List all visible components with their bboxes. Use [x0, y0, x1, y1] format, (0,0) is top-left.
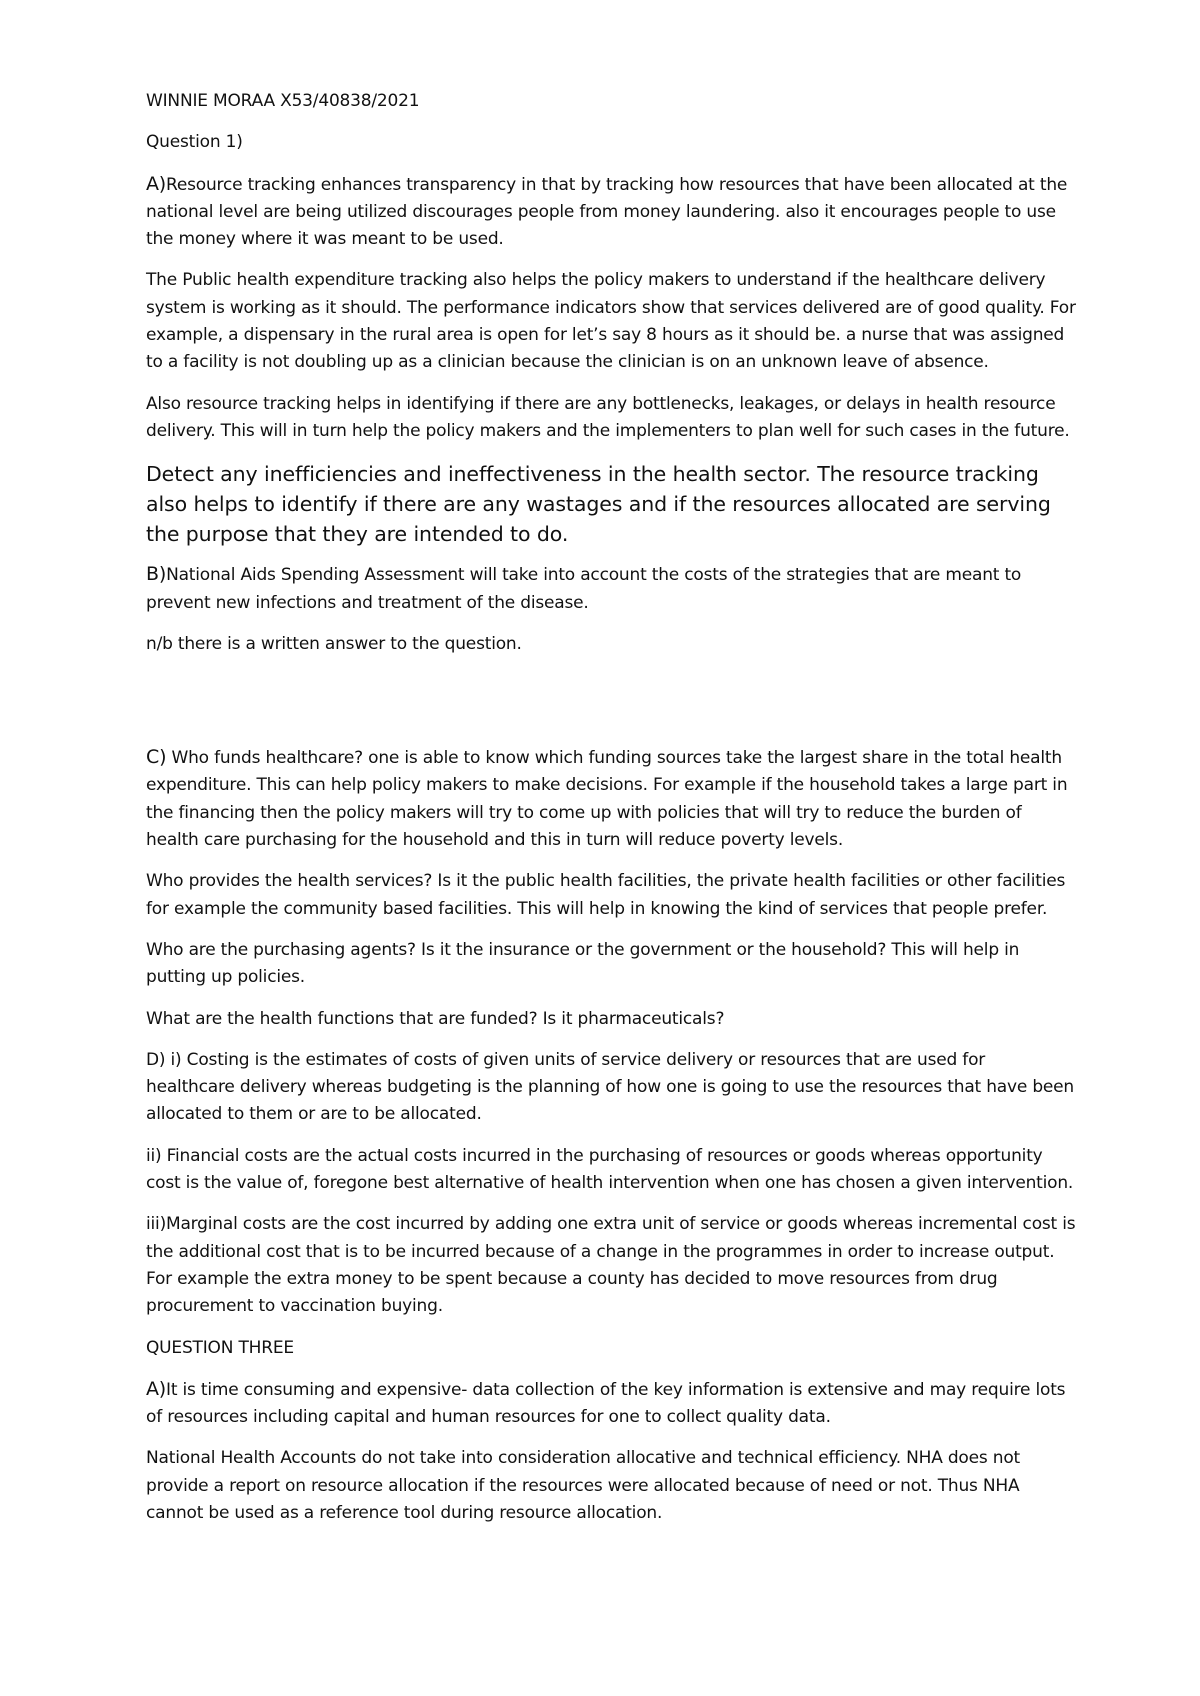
q1-d-i-paragraph: D) i) Costing is the estimates of costs of given units of service delivery or resources that are used for healthcare delivery whereas budgeting is the planning of how one is going to use the resources that have been allocated to them or are to be allocated.	[146, 1049, 1075, 1125]
q1-b-text: National Aids Spending Assessment will take into account the costs of the strategies that are meant to prevent new infections and treatment of the disease.	[146, 565, 1022, 613]
q1-c-paragraph-4: What are the health functions that are funded? Is it pharmaceuticals?	[146, 1008, 725, 1029]
q1-d-ii-paragraph: ii) Financial costs are the actual costs incurred in the purchasing of resources or goods whereas opportunity cost is the value of, foregone best alternative of health intervention when one has chosen a given intervention.	[146, 1145, 1074, 1194]
q3-a-text: It is time consuming and expensive- data collection of the key information is extensive and may require lots of resources including capital and human resources for one to collect quality data.	[146, 1379, 1066, 1428]
author-header: WINNIE MORAA X53/40838/2021	[146, 91, 420, 111]
q3-a-paragraph-2: National Health Accounts do not take into consideration allocative and technical efficiency. NHA does not provide a report on resource allocation if the resources were allocated because of need or not. Thus NHA cannot be used as a reference tool during resource allocation.	[146, 1448, 1020, 1523]
q1-a-text: Resource tracking enhances transparency in that by tracking how resources that have been allocated at the national level are being utilized discourages people from money laundering. also it encourages people to use the money where it was meant to be used.	[146, 174, 1068, 250]
q1-b-paragraph	[146, 561, 1076, 617]
q1-c-paragraph-3: Who are the purchasing agents? Is it the insurance or the government or the household? This will help in putting up policies.	[146, 939, 1020, 988]
question-3-heading: QUESTION THREE	[146, 1337, 294, 1358]
q1-d-iii-paragraph: iii)Marginal costs are the cost incurred by adding one extra unit of service or goods whereas incremental cost is the additional cost that is to be incurred because of a change in the programmes in order to increase output. For example the extra money to be spent because a county has decided to move resources from drug procurement to vaccination buying.	[146, 1214, 1076, 1317]
question-1-heading: Question 1)	[146, 132, 243, 153]
blank-space	[146, 672, 1076, 744]
q1-c-label: C)	[146, 746, 167, 769]
q3-a-paragraph	[146, 1376, 1076, 1432]
q1-a-paragraph	[146, 171, 1076, 254]
q1-c-paragraph-2: Who provides the health services? Is it the public health facilities, the private health facilities or other facilities for example the community based facilities. This will help in knowing the kind of services that people prefer.	[146, 871, 1066, 919]
q1-b-label: B)	[146, 563, 167, 586]
q3-a-label: A)	[146, 1377, 167, 1400]
q1-c-text: Who funds healthcare? one is able to know which funding sources take the largest share in the total health expenditure. This can help policy makers to make decisions. For example if the household takes a large part in the financing then the policy makers will try to come up with policies that will try to reduce the burden of health care purchasing for the household and this in turn will reduce poverty levels.	[146, 748, 1068, 851]
document-body	[146, 88, 1076, 1541]
q1-b-note: n/b there is a written answer to the question.	[146, 633, 522, 654]
q1-a-paragraph-2: The Public health expenditure tracking also helps the policy makers to understand if the healthcare delivery system is working as it should. The performance indicators show that services delivered are of good quality. For example, a dispensary in the rural area is open for let’s say 8 hours as it should be. a nurse that was assigned to a facility is not doubling up as a clinician because the clinician is on an unknown leave of absence.	[146, 270, 1076, 373]
q1-a-label: A)	[146, 172, 167, 195]
q1-a-paragraph-3: Also resource tracking helps in identifying if there are any bottlenecks, leakages, or delays in health resource delivery. This will in turn help the policy makers and the implementers to plan well for such cases in the future.	[146, 393, 1070, 441]
q1-c-paragraph	[146, 744, 1076, 854]
q1-a-paragraph-4: Detect any inefficiencies and ineffectiveness in the health sector. The resource tracking also helps to identify if there are any wastages and if the resources allocated are serving the purpose that they are intended to do.	[146, 462, 1051, 547]
